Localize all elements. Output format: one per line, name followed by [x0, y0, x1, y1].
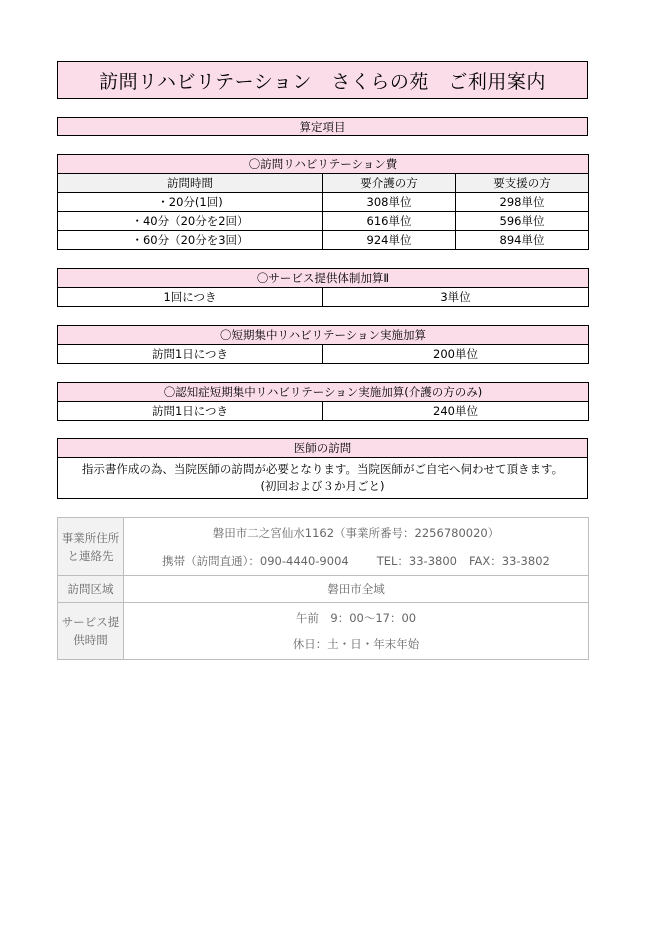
support-units-cell: 298単位 — [456, 193, 589, 212]
hours-label: サービス提 供時間 — [58, 603, 124, 660]
dementia-intensive-value: 240単位 — [323, 402, 589, 421]
table-row — [58, 193, 589, 212]
holidays: 休日：土・日・年末年始 — [292, 637, 420, 651]
doctor-visit-body — [58, 458, 588, 499]
column-header-visit-time: 訪問時間 — [58, 174, 323, 193]
care-units-cell: 616単位 — [323, 212, 456, 231]
service-hours: 午前 9：00～17：00 — [295, 611, 417, 625]
short-intensive-header: 〇短期集中リハビリテーション実施加算 — [58, 326, 589, 345]
service-addition-header: 〇サービス提供体制加算Ⅱ — [58, 269, 589, 288]
service-addition-label: 1回につき — [58, 288, 323, 307]
service-addition-table — [57, 268, 589, 307]
section-title: 算定項目 — [57, 117, 588, 136]
doctor-visit-header: 医師の訪問 — [58, 439, 588, 458]
service-addition-value: 3単位 — [323, 288, 589, 307]
page-title: 訪問リハビリテーション さくらの苑 ご利用案内 — [57, 61, 588, 99]
column-header-care: 要介護の方 — [323, 174, 456, 193]
care-units-cell: 924単位 — [323, 231, 456, 250]
visit-time-cell: ・60分（20分を3回） — [58, 231, 323, 250]
rehab-fee-table — [57, 154, 589, 250]
short-intensive-table — [57, 325, 589, 364]
care-units-cell: 308単位 — [323, 193, 456, 212]
office-info-table — [57, 517, 589, 660]
support-units-cell: 596単位 — [456, 212, 589, 231]
address-text: 磐田市二之宮仙水1162（事業所番号：2256780020） — [212, 525, 500, 540]
hours-cell — [124, 603, 589, 660]
mobile-number: 携帯（訪問直通）：090-4440-9004 — [162, 553, 349, 568]
doctor-visit-table — [57, 438, 588, 499]
contact-line — [124, 547, 588, 575]
visit-time-cell: ・40分（20分を2回） — [58, 212, 323, 231]
column-header-support: 要支援の方 — [456, 174, 589, 193]
dementia-intensive-table — [57, 382, 589, 421]
dementia-intensive-header: 〇認知症短期集中リハビリテーション実施加算(介護の方のみ) — [58, 383, 589, 402]
address-cell — [124, 518, 589, 576]
tel-number: TEL：33-3800 — [376, 553, 457, 568]
area-value: 磐田市全域 — [124, 576, 589, 603]
support-units-cell: 894単位 — [456, 231, 589, 250]
fax-number: FAX：33-3802 — [468, 553, 550, 568]
short-intensive-value: 200単位 — [323, 345, 589, 364]
doctor-visit-line-1: 指示書作成の為、当院医師の訪問が必要となります。当院医師がご自宅へ伺わせて頂きます。 — [81, 462, 564, 476]
table-row — [58, 231, 589, 250]
rehab-fee-header: 〇訪問リハビリテーション費 — [58, 155, 589, 174]
visit-time-cell: ・20分(1回) — [58, 193, 323, 212]
dementia-intensive-label: 訪問1日につき — [58, 402, 323, 421]
address-label: 事業所住所 と連絡先 — [58, 518, 124, 576]
doctor-visit-line-2: (初回および３か月ごと) — [260, 479, 385, 493]
table-row — [58, 212, 589, 231]
short-intensive-label: 訪問1日につき — [58, 345, 323, 364]
area-label: 訪問区域 — [58, 576, 124, 603]
